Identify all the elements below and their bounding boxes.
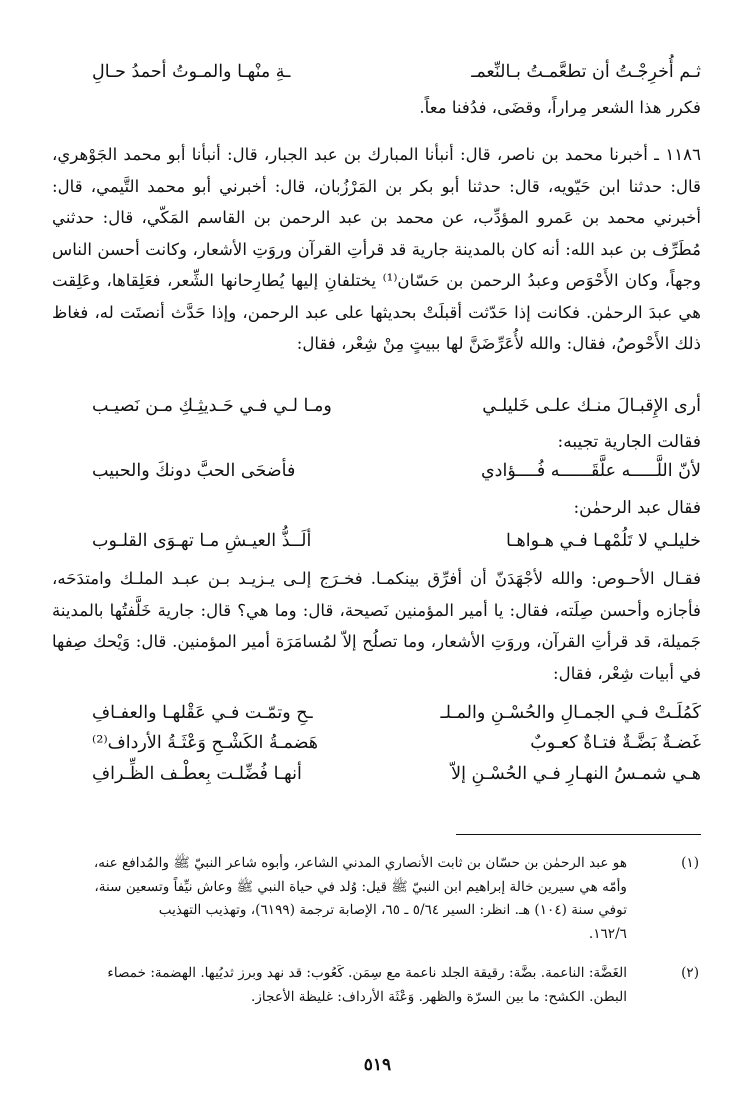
footnote-line: ١٦٢/٦. xyxy=(588,925,627,942)
hemistich-second: أنهـا فُضِّلـت بِعطْـف الظِّـرافِ xyxy=(92,764,302,784)
hemistich-first: هـي شمـسُ النهـارِ فـي الحُسْـنِ إلاّ xyxy=(451,764,701,784)
hemistich-first: لأنّ اللَّـــــه علَّقَــــــه فُــــؤادي xyxy=(480,461,701,481)
hemistich-second: ألَــذُّ العيـشِ مـا تهـوَى القلـوب xyxy=(92,531,312,551)
hemistich-first: خليلـي لا تَلُمْهـا فـي هـواهـا xyxy=(506,531,701,551)
poem-final-line xyxy=(92,762,701,786)
speaker-label-girl: فقالت الجارية تجيبه: xyxy=(557,432,701,452)
hemistich-second: ومـا لـي فـي حَـديثِـكِ مـن نَصيـب xyxy=(92,396,332,416)
footnote-1 xyxy=(52,852,699,946)
hemistich-first: أرى الإِقبـالَ منـك علـى خَليلـي xyxy=(482,396,701,416)
footnote-number: (١) xyxy=(681,855,699,871)
verse-ahwas xyxy=(92,394,701,418)
report-paragraph xyxy=(52,139,701,360)
page-number: ٥١٩ xyxy=(363,1055,392,1075)
verse-abd xyxy=(92,529,701,553)
poem-final-line xyxy=(92,731,701,755)
report-text: ١١٨٦ ـ أخبرنا محمد بن ناصر، قال: أنبأنا المبارك بن عبد الجبار، قال: أنبأنا أبو محمد الجَوْهري، قال: حدثنا ابن حَيّويه، قال: حدثنا أبو بكر بن المَرْزُبان، قال: أخبرني أبو محمد التَّيمي، قال: أخبرني محمد بن عَمرو المؤدِّب، عن محمد بن عبد الرحمن بن القاسم المَكّي، قال: حدثني مُطَرِّف بن عبد الله: أنه كان بالمدينة جارية قد قرأتِ القرآن وروَتِ الأشعار، وكانت أحسن الناس وجهاً، وكان الأَحْوَص وعبدُ الرحمن بن حَسّان⁽¹⁾ يختلفانِ إليها يُطارِحانها الشِّعر، فعَلِقاها، وعَلِقت هي عبدَ الرحمٰن. فكانت إذا حَدّثت أقبلَتْ بحديثها على عبد الرحمن، وإذا حَدَّث أنصتَت له، فغاظ ذلك الأَحْوصُ، فقال: والله لأُعَرِّضَنَّ لها ببيتٍ مِنْ شِعْر، فقال: xyxy=(52,145,701,353)
footnote-line: وأمّه هي سيرين خالة إبراهيم ابن النبيّ ﷺ قيل: وُلد في حياة النبي ﷺ وعاش نيِّفاً وتسعين سنة، xyxy=(94,878,627,895)
prose-paragraph xyxy=(52,92,701,124)
footnote-line: البطن. الكشح: ما بين السرّة والظهر. وَعْثَة الأرداف: غليظة الأعجاز. xyxy=(251,988,627,1005)
hemistich-first: غَضـةٌ بَضَّـةٌ فتـاةٌ كعـوبٌ xyxy=(530,733,701,753)
hemistich-second: ـةِ منْهـا والمـوتُ أحمدُ حـالِ xyxy=(92,62,291,82)
footnote-text xyxy=(52,852,627,946)
closing-sentence: فكرر هذا الشعر مِراراً، وقضَى، فدُفنا معاً. xyxy=(419,98,701,117)
poem-line xyxy=(92,60,701,84)
hemistich-second: هَضمـةُ الكَشْـحِ وَعْثَـةُ الأرداف⁽²⁾ xyxy=(92,733,319,753)
footnote-2 xyxy=(52,962,699,1009)
footnote-line: توفي سنة (١٠٤) هـ. انظر: السير ٥/٦٤ ـ ٦٥، الإصابة ترجمة (٦١٩٩)، وتهذيب التهذيب xyxy=(158,902,627,919)
hemistich-first: كَمُلَـتْ فـي الجمـالِ والحُسْـنِ والمـلـ xyxy=(440,703,701,723)
ahwas-text: فقـال الأحـوص: والله لأجْهَدَنّ أن أفرِّق بينكمـا. فخـرَج إلـى يـزيـد بـن عبـد الملـك وامتدَحَه، فأجازه وأحسن صِلَته، فقال: يا أمير المؤمنين نَصيحة، قال: وما هي؟ قال: جارية خَلَّفتُها بالمدينة جَميلة، قد قرأتِ القرآن، وروَتِ الأشعار، وما تصلُح إلاّ لمُسامَرَة أمير المؤمنين. قال: وَيْحك صِفها في أبيات شِعْر، فقال: xyxy=(52,569,701,683)
hemistich-first: ثـم أُخرِجْـتُ أن تطعَّمـتُ بـالنِّعمـ xyxy=(471,62,701,82)
footnote-text xyxy=(52,962,627,1009)
footnote-number: (٢) xyxy=(681,965,699,981)
hemistich-second: فأضحَى الحبَّ دونكَ والحبيب xyxy=(92,461,296,481)
footnote-line: الغَضَّة: الناعمة. بضَّة: رقيقة الجلد ناعمة مع سِمَن. كَعُوب: قد نهد وبرز ثديُيها. الهضمة: خمصاء xyxy=(107,965,627,981)
poem-final-line xyxy=(92,701,701,725)
hemistich-second: ـحِ وتمّـت فـي عَقْلهـا والعفـافِ xyxy=(92,703,313,723)
verse-girl xyxy=(92,459,701,483)
speaker-label-abd: فقال عبد الرحمٰن: xyxy=(573,498,701,518)
ahwas-paragraph xyxy=(52,563,701,689)
footnote-divider xyxy=(456,834,701,835)
footnote-line: هو عبد الرحمٰن بن حسّان بن ثابت الأنصاري المدني الشاعر، وأبوه شاعر النبيّ ﷺ والمُدافع عنه، xyxy=(93,855,627,871)
